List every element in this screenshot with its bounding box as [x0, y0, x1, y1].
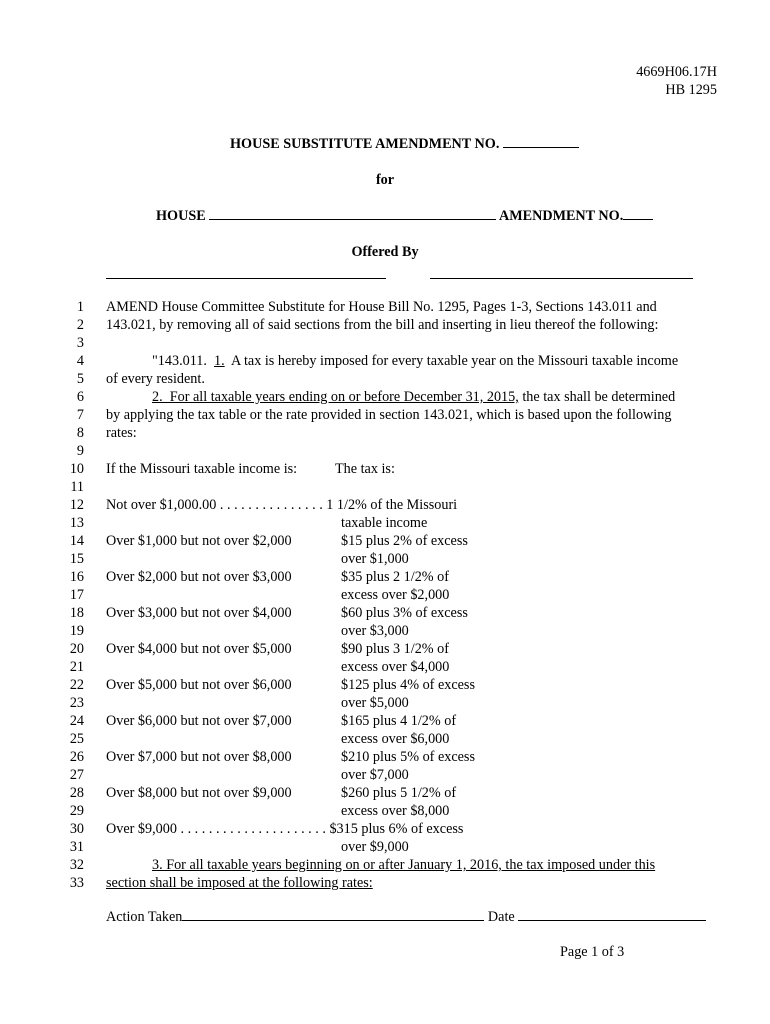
rate-row-3-tax: $35 plus 2 1/2% of: [341, 569, 449, 585]
rate-row-2-cont: over $1,000: [341, 551, 409, 567]
body-line-33: section shall be imposed at the following rates:: [106, 875, 373, 891]
rate-row-3-cont: excess over $2,000: [341, 587, 450, 603]
amendment-number-blank: [503, 147, 579, 148]
rate-row-8-income: Over $7,000 but not over $8,000: [106, 749, 292, 765]
house-amendment-line: [156, 208, 653, 225]
body-line-1: AMEND House Committee Substitute for House Bill No. 1295, Pages 1-3, Sections 143.011 and: [106, 299, 657, 315]
body-line-2: 143.021, by removing all of said sections from the bill and inserting in lieu thereof the following:: [106, 317, 659, 333]
bill-number: HB 1295: [665, 82, 717, 98]
rate-row-2-income: Over $1,000 but not over $2,000: [106, 533, 292, 549]
line-number: 22: [69, 677, 84, 693]
body-line-6-underlined: 2. For all taxable years ending on or before December 31, 2015,: [152, 389, 519, 405]
action-taken-blank: [182, 920, 484, 921]
line-number: 1: [76, 299, 84, 315]
line-number: 4: [76, 353, 84, 369]
rate-row-2-tax: $15 plus 2% of excess: [341, 533, 468, 549]
amendment-no-blank: [623, 219, 653, 220]
house-label: HOUSE: [156, 208, 206, 224]
signature-line-left: [106, 278, 386, 279]
line-number: 17: [69, 587, 84, 603]
rate-row-10-cont: over $9,000: [341, 839, 409, 855]
rate-row-8-cont: over $7,000: [341, 767, 409, 783]
offered-by-label: Offered By: [351, 244, 419, 260]
subsection-number: 1.: [214, 353, 225, 369]
house-blank: [209, 219, 496, 220]
line-number: 7: [76, 407, 84, 423]
rate-row-5-tax: $90 plus 3 1/2% of: [341, 641, 449, 657]
substitute-amendment-label: HOUSE SUBSTITUTE AMENDMENT NO.: [230, 136, 500, 152]
line-number: 20: [69, 641, 84, 657]
rate-row-1: Not over $1,000.00 . . . . . . . . . . . . . . . 1 1/2% of the Missouri: [106, 497, 458, 513]
line-number: 5: [76, 371, 84, 387]
page-number: Page 1 of 3: [560, 944, 625, 960]
action-taken-label: Action Taken: [106, 909, 183, 925]
line-number: 32: [69, 857, 84, 873]
line-number: 12: [69, 497, 84, 513]
line-number: 14: [69, 533, 84, 549]
rate-row-6-cont: over $5,000: [341, 695, 409, 711]
section-number: "143.011.: [152, 353, 215, 369]
action-taken-line: [106, 909, 706, 926]
signature-line-right: [430, 278, 693, 279]
line-number: 15: [69, 551, 84, 567]
rate-row-10: Over $9,000 . . . . . . . . . . . . . . . . . . . . . $315 plus 6% of excess: [106, 821, 464, 837]
line-number: 11: [70, 479, 84, 495]
line-number: 8: [76, 425, 84, 441]
line-number: 23: [69, 695, 84, 711]
body-line-6: [106, 389, 675, 406]
rate-row-3-income: Over $2,000 but not over $3,000: [106, 569, 292, 585]
substitute-amendment-title: [230, 136, 579, 153]
body-line-4-text: A tax is hereby imposed for every taxable year on the Missouri taxable income: [224, 353, 679, 369]
rate-row-9-tax: $260 plus 5 1/2% of: [341, 785, 457, 801]
rate-row-5-income: Over $4,000 but not over $5,000: [106, 641, 292, 657]
line-number: 30: [69, 821, 84, 837]
table-header-income: If the Missouri taxable income is:: [106, 461, 298, 477]
line-number: 28: [69, 785, 84, 801]
line-number: 18: [69, 605, 84, 621]
rate-row-5-cont: excess over $4,000: [341, 659, 450, 675]
line-number: 2: [76, 317, 84, 333]
rate-row-4-income: Over $3,000 but not over $4,000: [106, 605, 292, 621]
body-line-4: [106, 353, 678, 370]
table-header-tax: The tax is:: [335, 461, 395, 477]
line-number: 24: [69, 713, 84, 729]
line-number: 13: [69, 515, 84, 531]
line-number: 31: [69, 839, 84, 855]
rate-row-7-tax: $165 plus 4 1/2% of: [341, 713, 457, 729]
line-number: 19: [69, 623, 84, 639]
line-number: 25: [69, 731, 84, 747]
rate-row-6-income: Over $5,000 but not over $6,000: [106, 677, 292, 693]
body-line-5: of every resident.: [106, 371, 205, 387]
line-number: 6: [76, 389, 84, 405]
amendment-no-label: AMENDMENT NO.: [498, 208, 624, 224]
rate-row-9-cont: excess over $8,000: [341, 803, 450, 819]
line-number: 27: [69, 767, 84, 783]
line-number: 16: [69, 569, 84, 585]
body-line-6-rest: the tax shall be determined: [518, 389, 676, 405]
body-line-8: rates:: [106, 425, 137, 441]
line-number: 3: [76, 335, 84, 351]
rate-row-9-income: Over $8,000 but not over $9,000: [106, 785, 292, 801]
body-line-7: by applying the tax table or the rate provided in section 143.021, which is based upon the following: [106, 407, 672, 423]
line-number: 21: [69, 659, 84, 675]
rate-row-8-tax: $210 plus 5% of excess: [341, 749, 475, 765]
line-number: 29: [69, 803, 84, 819]
date-blank: [518, 920, 706, 921]
rate-row-6-tax: $125 plus 4% of excess: [341, 677, 475, 693]
rate-row-7-income: Over $6,000 but not over $7,000: [106, 713, 292, 729]
document-code: 4669H06.17H: [636, 64, 717, 80]
rate-row-7-cont: excess over $6,000: [341, 731, 450, 747]
date-label: Date: [487, 909, 515, 925]
rate-row-4-tax: $60 plus 3% of excess: [341, 605, 468, 621]
line-number: 26: [69, 749, 84, 765]
body-line-32: 3. For all taxable years beginning on or after January 1, 2016, the tax imposed under this: [152, 857, 656, 873]
line-number: 33: [69, 875, 84, 891]
for-label: for: [375, 172, 395, 188]
rate-row-4-cont: over $3,000: [341, 623, 409, 639]
rate-row-1-cont: taxable income: [341, 515, 428, 531]
line-number: 10: [69, 461, 84, 477]
line-number: 9: [76, 443, 84, 459]
